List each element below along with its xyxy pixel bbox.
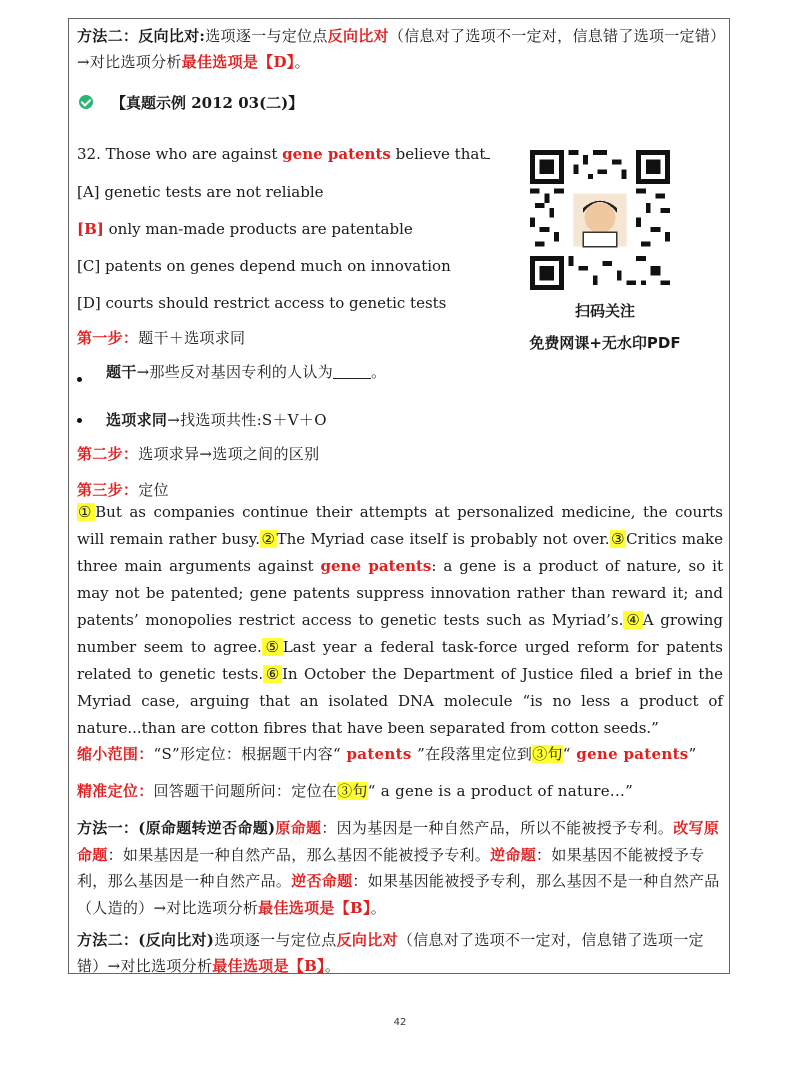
sentence-number-3: ③ — [610, 530, 626, 548]
option-a — [77, 183, 324, 201]
method1-paragraph — [77, 815, 723, 921]
step2-label: 第二步： — [77, 445, 139, 463]
method2-bottom-paragraph — [77, 927, 723, 979]
method2-top-text3: 。 — [294, 53, 310, 71]
question-stem — [77, 145, 532, 163]
method2-bottom-text2: （信息对了选项不一定对，信息错了选项一定错）→对比选项分析 — [77, 931, 704, 975]
method1-red4: 逆否命题 — [291, 872, 353, 890]
method2-top-label: 方法二：反向比对: — [77, 27, 206, 45]
option-letter-answer: [B] — [77, 220, 104, 238]
method2-top-red1: 反向比对 — [327, 27, 389, 45]
sentence-5: Last year a federal task-force urged reform for patents related to genetic tests. — [77, 638, 723, 683]
narrow-label: 缩小范围： — [77, 745, 154, 763]
method2-top-text2: （信息对了选项不一定对，信息错了选项一定错）→对比选项分析 — [77, 27, 718, 71]
bullet-options — [77, 407, 327, 433]
page-number: 42 — [393, 1017, 407, 1028]
sentence-number-1: ① — [78, 503, 95, 521]
method2-bottom-red1: 反向比对 — [336, 931, 398, 949]
sentence-3-keyword: gene patents — [320, 557, 432, 575]
precise-text1: 回答题干问题所问：定位在 — [153, 782, 338, 800]
precise-locate — [77, 778, 723, 804]
qr-caption-promo: 免费网课+无水印PDF — [529, 334, 681, 352]
method1-red3: 逆命题 — [490, 845, 537, 864]
sentence-number-4: ④ — [624, 611, 642, 629]
sentence-2: The Myriad case itself is probably not over. — [276, 530, 610, 548]
method1-text5: 。 — [370, 898, 387, 917]
narrow-keyword1: patents — [341, 745, 418, 763]
step3-label: 第三步： — [77, 481, 139, 499]
option-d — [77, 294, 446, 312]
qr-promo — [490, 140, 720, 368]
qr-caption-scan: 扫码关注 — [574, 302, 635, 320]
precise-sentence-ref: ③句 — [337, 782, 368, 800]
method2-bottom-text1: 选项逐一与定位点 — [214, 931, 337, 949]
method2-bottom-label: 方法二：(反向比对) — [77, 931, 215, 949]
question-suffix: believe that — [390, 145, 486, 163]
sentence-3b: : a gene is a product of nature, so it may not be patented; gene patents suppress innovation rather than reward it; and patents’ monopolies restrict access to genetic tests such as Myriad’s. — [77, 557, 724, 629]
bullet1-text: →那些反对基因专利的人认为 — [136, 363, 334, 381]
narrow-text3: “ — [562, 745, 571, 763]
bullet-dot — [77, 377, 82, 382]
sentence-number-6: ⑥ — [264, 665, 281, 683]
option-c — [77, 257, 451, 275]
bullet2-text: →找选项共性:S＋V＋O — [167, 411, 327, 429]
step1-text: 题干＋选项求同 — [138, 329, 246, 347]
check-circle-icon — [79, 95, 93, 109]
question-prefix: 32. Those who are against — [77, 145, 283, 163]
narrow-range — [77, 741, 723, 767]
step1-label: 第一步： — [77, 329, 139, 347]
sentence-4: A growing number seem to agree. — [77, 611, 723, 656]
option-letter: [A] — [77, 183, 100, 201]
bullet-stem — [77, 359, 386, 385]
method1-red1: 原命题 — [275, 819, 322, 837]
bullet-dot — [77, 418, 82, 423]
narrow-sentence-ref: ③句 — [532, 745, 563, 763]
option-letter: [D] — [77, 294, 101, 312]
option-letter: [C] — [77, 257, 101, 275]
sentence-number-2: ② — [260, 530, 276, 548]
option-text: courts should restrict access to genetic tests — [100, 294, 447, 312]
sentence-6: In October the Department of Justice filed a brief in the Myriad case, arguing that an isolated DNA molecule “is no less a product of nature...than are cotton fibres that have been separated from cotton seeds.” — [77, 665, 723, 737]
method1-text3: ：如果基因不能被授予专利，那么基因是一种自然产品。 — [77, 845, 705, 890]
narrow-text2: ”在段落里定位到 — [417, 745, 533, 763]
method1-label: 方法一：(原命题转逆否命题) — [77, 819, 276, 837]
step2-text: 选项求异→选项之间的区别 — [138, 445, 320, 463]
precise-text2: “ a gene is a product of nature...” — [367, 782, 634, 800]
bullet1-end: 。 — [371, 363, 387, 381]
example-header-row — [79, 89, 303, 115]
option-text: only man-made products are patentable — [103, 220, 413, 238]
narrow-text1: “S”形定位：根据题干内容“ — [153, 745, 341, 763]
narrow-text4: ” — [688, 745, 697, 763]
method2-top-answer: 最佳选项是【D】 — [181, 53, 295, 71]
option-text: patents on genes depend much on innovation — [100, 257, 451, 275]
reading-passage — [77, 499, 723, 742]
method1-text1: ：因为基因是一种自然产品，所以不能被授予专利。 — [321, 819, 674, 837]
sentence-1: But as companies continue their attempts at personalized medicine, the courts will remain rather busy. — [77, 503, 724, 548]
bullet1-label: 题干 — [106, 363, 137, 381]
qr-code-image[interactable] — [530, 150, 670, 290]
sentence-number-5: ⑤ — [262, 638, 282, 656]
bullet2-label: 选项求同 — [106, 411, 168, 429]
method1-answer: 最佳选项是【B】 — [258, 898, 371, 917]
step2 — [77, 441, 723, 467]
method2-bottom-text3: 。 — [324, 957, 341, 975]
method2-bottom-answer: 最佳选项是【B】 — [212, 957, 325, 975]
sentence-3a: Critics make three main arguments against — [77, 530, 723, 575]
precise-label: 精准定位： — [77, 782, 154, 800]
method2-top-text1: 选项逐一与定位点 — [205, 27, 328, 45]
step3-text: 定位 — [138, 481, 169, 499]
method1-text2: ：如果基因是一种自然产品，那么基因不能被授予专利。 — [107, 845, 491, 864]
bullet1-blank — [333, 366, 371, 379]
method2-top-paragraph — [77, 23, 723, 75]
method1-text4: ：如果基因能被授予专利，那么基因不是一种自然产品（人造的）→对比选项分析 — [77, 872, 720, 917]
narrow-keyword2: gene patents — [570, 745, 689, 763]
option-b — [77, 220, 413, 238]
method1-red2: 改写原命题 — [77, 819, 720, 864]
question-keyword: gene patents — [282, 145, 391, 163]
option-text: genetic tests are not reliable — [99, 183, 324, 201]
example-header: 【真题示例 2012 03(二)】 — [111, 93, 304, 112]
